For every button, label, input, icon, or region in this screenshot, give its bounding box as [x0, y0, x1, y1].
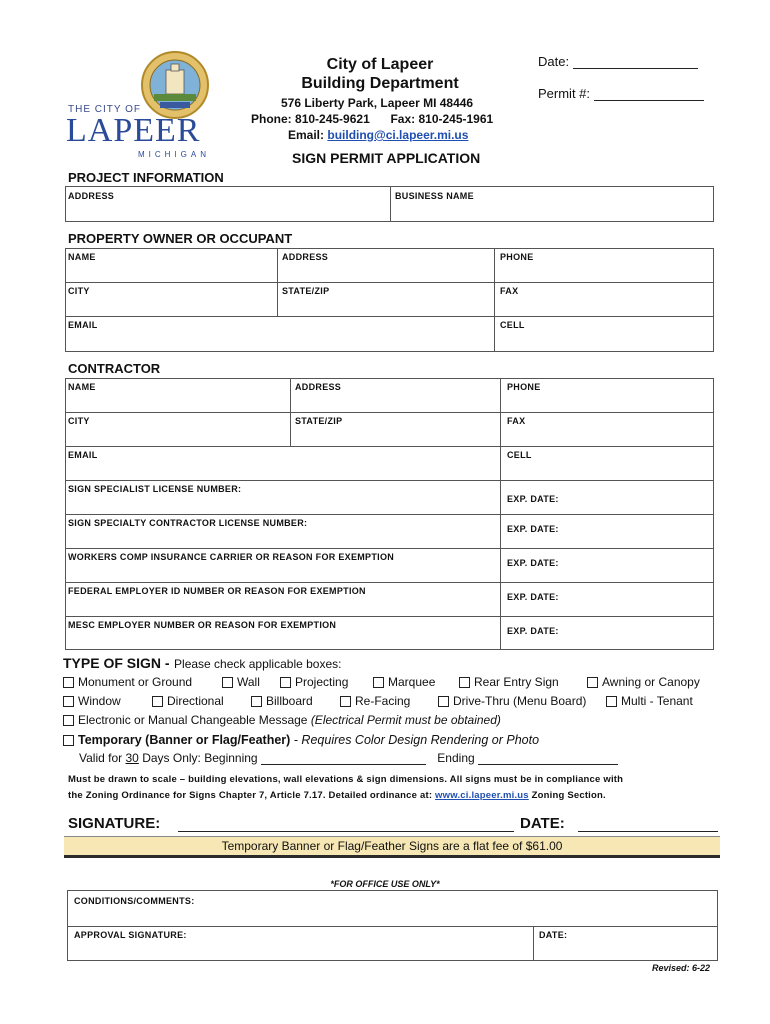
- checkbox[interactable]: [438, 696, 449, 707]
- option-rear-entry[interactable]: Rear Entry Sign: [459, 675, 559, 689]
- checkbox[interactable]: [373, 677, 384, 688]
- owner-heading: PROPERTY OWNER OR OCCUPANT: [68, 231, 293, 246]
- federal-id-row-label: FEDERAL EMPLOYER ID NUMBER OR REASON FOR EXEMPTION: [68, 586, 366, 596]
- ordinance-link[interactable]: www.ci.lapeer.mi.us: [435, 790, 529, 801]
- sign-type-heading: TYPE OF SIGN - Please check applicable boxes:: [63, 655, 342, 671]
- option-projecting[interactable]: Projecting: [280, 675, 348, 689]
- header-phone-fax: [251, 112, 493, 126]
- option-temporary[interactable]: Temporary (Banner or Flag/Feather) - Requires Color Design Rendering or Photo: [63, 733, 539, 747]
- license-row-label: SIGN SPECIALIST LICENSE NUMBER:: [68, 484, 242, 494]
- license-row-exp: EXP. DATE:: [507, 494, 559, 504]
- email-link[interactable]: building@ci.lapeer.mi.us: [327, 128, 469, 142]
- date-label: Date:: [538, 54, 570, 69]
- contractor-fax-label: FAX: [507, 416, 526, 426]
- option-refacing[interactable]: Re-Facing: [340, 694, 410, 708]
- fee-banner: [64, 836, 720, 858]
- checkbox[interactable]: [222, 677, 233, 688]
- contractor-name-label: NAME: [68, 382, 96, 392]
- logo-the-city-of: THE CITY OF: [68, 104, 142, 115]
- checkbox[interactable]: [152, 696, 163, 707]
- owner-name-label: NAME: [68, 252, 96, 262]
- owner-cell-label: CELL: [500, 320, 525, 330]
- permit-number-field[interactable]: [538, 86, 704, 101]
- approval-signature-label: APPROVAL SIGNATURE:: [74, 930, 187, 940]
- checkbox[interactable]: [63, 677, 74, 688]
- owner-state-zip-label: STATE/ZIP: [282, 286, 330, 296]
- checkbox[interactable]: [340, 696, 351, 707]
- signature-field[interactable]: [178, 815, 514, 832]
- permit-label: Permit #:: [538, 86, 591, 101]
- form-title: SIGN PERMIT APPLICATION: [292, 150, 481, 166]
- email-label: Email:: [288, 128, 325, 142]
- specialty-row-label: SIGN SPECIALTY CONTRACTOR LICENSE NUMBER:: [68, 518, 308, 528]
- notice-line-1: Must be drawn to scale – building elevations, wall elevations & sign dimensions. All signs must be in compliance with: [68, 774, 624, 785]
- header-email: [288, 128, 468, 142]
- owner-city-label: CITY: [68, 286, 90, 296]
- option-awning[interactable]: Awning or Canopy: [587, 675, 700, 689]
- checkbox[interactable]: [587, 677, 598, 688]
- project-address-label: ADDRESS: [68, 191, 115, 201]
- contractor-email-label: EMAIL: [68, 450, 98, 460]
- beginning-field[interactable]: [261, 752, 426, 765]
- checkbox[interactable]: [280, 677, 291, 688]
- fax-value: 810-245-1961: [418, 112, 494, 126]
- option-monument[interactable]: Monument or Ground: [63, 675, 192, 689]
- signature-date-field[interactable]: [578, 815, 718, 832]
- signature-label: SIGNATURE:: [68, 815, 161, 832]
- contractor-phone-label: PHONE: [507, 382, 541, 392]
- owner-email-label: EMAIL: [68, 320, 98, 330]
- option-marquee[interactable]: Marquee: [373, 675, 435, 689]
- department-name: Building Department: [301, 75, 459, 92]
- option-electronic[interactable]: Electronic or Manual Changeable Message (Electrical Permit must be obtained): [63, 713, 501, 727]
- notice-line-2: the Zoning Ordinance for Signs Chapter 7, Article 7.17. Detailed ordinance at: www.ci.lapeer.mi.us Zoning Section.: [68, 790, 606, 801]
- option-billboard[interactable]: Billboard: [251, 694, 313, 708]
- contractor-address-label: ADDRESS: [295, 382, 342, 392]
- city-seal-logo: [140, 50, 210, 120]
- mesc-row-exp: EXP. DATE:: [507, 626, 559, 636]
- project-business-label: BUSINESS NAME: [395, 191, 474, 201]
- city-name: City of Lapeer: [326, 56, 434, 73]
- revised-date: Revised: 6-22: [652, 963, 711, 973]
- checkbox[interactable]: [63, 696, 74, 707]
- federal-id-row-exp: EXP. DATE:: [507, 592, 559, 602]
- valid-days-row: Valid for 30 Days Only: Beginning Ending: [79, 751, 618, 765]
- signature-date-label: DATE:: [520, 815, 565, 832]
- phone-value: 810-245-9621: [295, 112, 370, 126]
- logo-michigan: MICHIGAN: [138, 150, 210, 159]
- contractor-heading: CONTRACTOR: [68, 361, 161, 376]
- workers-comp-row-exp: EXP. DATE:: [507, 558, 559, 568]
- workers-comp-row-label: WORKERS COMP INSURANCE CARRIER OR REASON FOR EXEMPTION: [68, 552, 395, 562]
- fee-banner-text: Temporary Banner or Flag/Feather Signs are a flat fee of $61.00: [221, 839, 563, 853]
- contractor-state-zip-label: STATE/ZIP: [295, 416, 343, 426]
- option-multi-tenant[interactable]: Multi - Tenant: [606, 694, 693, 708]
- checkbox[interactable]: [251, 696, 262, 707]
- conditions-label: CONDITIONS/COMMENTS:: [74, 896, 195, 906]
- owner-phone-label: PHONE: [500, 252, 534, 262]
- office-use-heading: *FOR OFFICE USE ONLY*: [330, 879, 440, 889]
- fax-label: Fax:: [390, 112, 416, 126]
- contractor-cell-label: CELL: [507, 450, 532, 460]
- owner-box: [65, 248, 714, 352]
- header-address: 576 Liberty Park, Lapeer MI 48446: [281, 96, 474, 110]
- option-drive-thru[interactable]: Drive-Thru (Menu Board): [438, 694, 586, 708]
- owner-address-label: ADDRESS: [282, 252, 329, 262]
- checkbox[interactable]: [63, 715, 74, 726]
- office-date-label: DATE:: [539, 930, 568, 940]
- option-window[interactable]: Window: [63, 694, 121, 708]
- date-field[interactable]: [538, 54, 698, 69]
- mesc-row-label: MESC EMPLOYER NUMBER OR REASON FOR EXEMPTION: [68, 620, 337, 630]
- checkbox[interactable]: [459, 677, 470, 688]
- phone-label: Phone:: [251, 112, 292, 126]
- option-wall[interactable]: Wall: [222, 675, 260, 689]
- option-directional[interactable]: Directional: [152, 694, 224, 708]
- checkbox[interactable]: [606, 696, 617, 707]
- logo-lapeer: LAPEER: [66, 112, 201, 149]
- checkbox[interactable]: [63, 735, 74, 746]
- project-heading: PROJECT INFORMATION: [68, 170, 224, 185]
- specialty-row-exp: EXP. DATE:: [507, 524, 559, 534]
- owner-fax-label: FAX: [500, 286, 519, 296]
- contractor-city-label: CITY: [68, 416, 90, 426]
- ending-field[interactable]: [478, 752, 618, 765]
